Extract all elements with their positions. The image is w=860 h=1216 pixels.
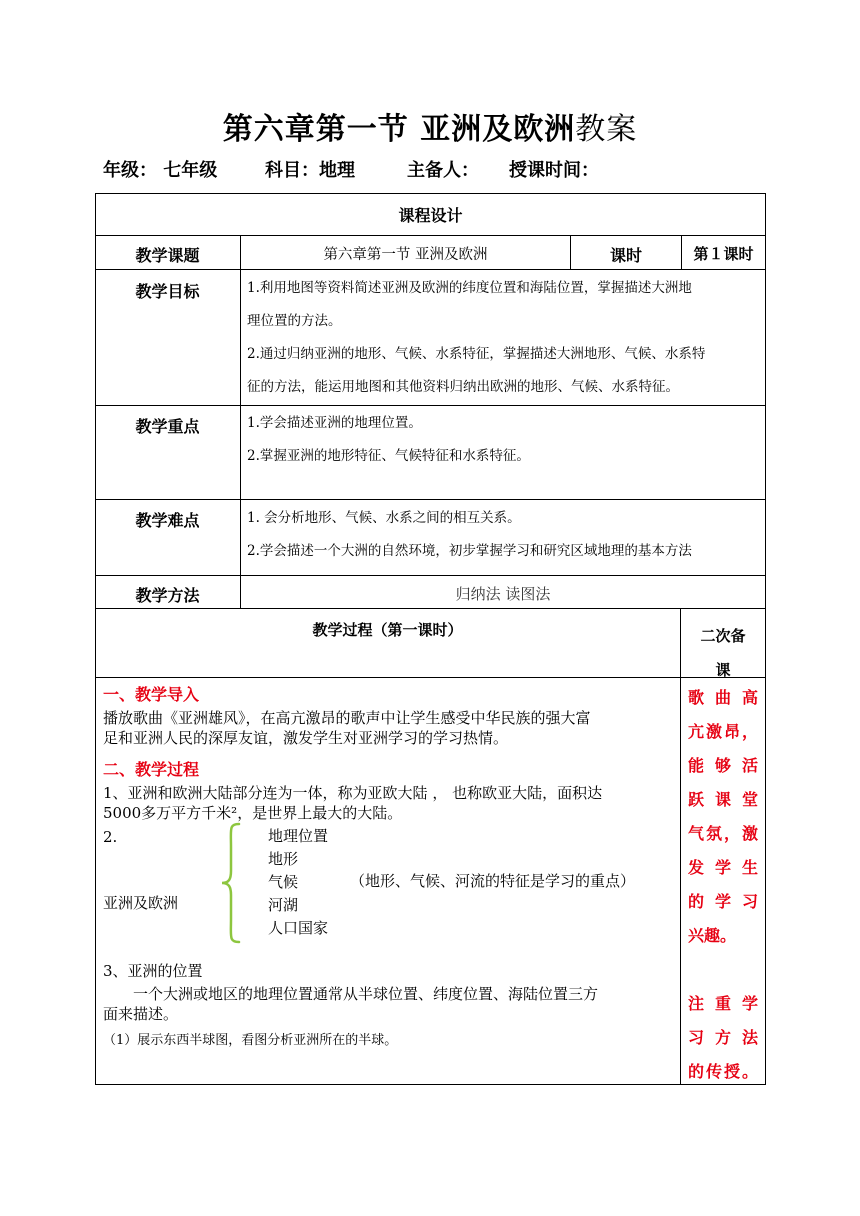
method-value: 归纳法 读图法 <box>455 585 551 603</box>
location-line: 面来描述。 <box>103 1005 179 1023</box>
difficulty-label: 教学难点 <box>135 511 200 530</box>
continent-paragraph <box>103 783 678 823</box>
subject-field: 科目：地理 <box>265 160 355 181</box>
outline-item: 气候 <box>268 873 299 891</box>
item-2-number: 2. <box>103 828 118 846</box>
title-bold: 第六章第一节 亚洲及欧洲 <box>222 112 576 147</box>
key-label: 教学重点 <box>135 417 200 436</box>
second-prep-header <box>681 619 765 687</box>
outline-group-label: 亚洲及欧洲 <box>103 894 179 912</box>
design-header: 课程设计 <box>398 206 463 225</box>
note-line: 能够活 <box>688 756 758 775</box>
topic-value: 第六章第一节 亚洲及欧洲 <box>323 247 488 263</box>
process-header: 教学过程（第一课时） <box>312 621 463 639</box>
section-heading-intro: 一、教学导入 <box>103 685 200 704</box>
intro-line: 播放歌曲《亚洲雄风》，在高亢激昂的歌声中让学生感受中华民族的强大富 <box>103 709 591 727</box>
difficulty-line: 1. 会分析地形、气候、水系之间的相互关系。 <box>247 510 521 526</box>
second-prep-header-line: 课 <box>715 661 731 679</box>
page-title <box>0 104 860 148</box>
continent-line: 5000多万平方千米²，是世界上最大的大陆。 <box>103 804 403 822</box>
outline-item: 地形 <box>268 850 299 868</box>
outline-list <box>268 825 328 940</box>
goal-content <box>247 272 762 404</box>
preparer-field: 主备人： <box>407 160 479 181</box>
grade-field: 年级： 七年级 <box>103 160 218 181</box>
goal-line: 1.利用地图等资料简述亚洲及欧洲的纬度位置和海陆位置，掌握描述大洲地 <box>247 280 692 296</box>
note-line: 亢激昂， <box>688 722 758 741</box>
outline-note: （地形、气候、河流的特征是学习的重点） <box>350 872 636 890</box>
intro-line: 足和亚洲人民的深厚友谊，激发学生对亚洲学习的学习热情。 <box>103 729 509 747</box>
topic-label: 教学课题 <box>135 246 200 265</box>
hours-label: 课时 <box>609 246 642 265</box>
location-paragraph <box>103 984 678 1024</box>
note-line: 跃课堂 <box>688 790 758 809</box>
note-line: 习方法 <box>688 1028 758 1047</box>
note-line: 歌曲高 <box>688 688 758 707</box>
note-line: 气氛，激 <box>688 824 758 843</box>
difficulty-content <box>247 502 762 568</box>
location-heading: 3、亚洲的位置 <box>103 962 203 980</box>
note-line: 兴趣。 <box>688 926 737 945</box>
outline-item: 人口国家 <box>268 919 329 937</box>
difficulty-line: 2.学会描述一个大洲的自然环境，初步掌握学习和研究区域地理的基本方法 <box>247 543 692 559</box>
title-light: 教案 <box>575 112 638 147</box>
note-line: 注重学 <box>688 994 758 1013</box>
hemisphere-step: （1）展示东西半球图，看图分析亚洲所在的半球。 <box>103 1033 398 1048</box>
key-content <box>247 407 762 473</box>
note-line: 发学生 <box>688 858 758 877</box>
method-label: 教学方法 <box>135 586 200 605</box>
note-line: 的学习 <box>688 892 758 911</box>
goal-line: 理位置的方法。 <box>247 313 342 329</box>
key-line: 1.学会描述亚洲的地理位置。 <box>247 415 422 431</box>
second-prep-notes <box>688 681 758 1089</box>
location-line: 一个大洲或地区的地理位置通常从半球位置、纬度位置、海陆位置三方 <box>133 985 599 1003</box>
section-heading-process: 二、教学过程 <box>103 760 200 779</box>
hours-value: 第１课时 <box>693 245 754 263</box>
goal-line: 征的方法，能运用地图和其他资料归纳出欧洲的地形、气候、水系特征。 <box>247 379 679 395</box>
outline-item: 地理位置 <box>268 827 329 845</box>
note-line: 的传授。 <box>688 1062 758 1081</box>
second-prep-header-line: 二次备 <box>700 627 746 645</box>
continent-line: 1、亚洲和欧洲大陆部分连为一体，称为亚欧大陆 ， 也称欧亚大陆，面积达 <box>103 784 603 802</box>
curly-brace-icon <box>219 821 245 945</box>
intro-paragraph <box>103 708 678 748</box>
time-field: 授课时间： <box>509 160 599 181</box>
goal-label: 教学目标 <box>135 282 200 301</box>
lesson-table <box>95 193 766 1085</box>
goal-line: 2.通过归纳亚洲的地形、气候、水系特征，掌握描述大洲地形、气候、水系特 <box>247 346 706 362</box>
outline-item: 河湖 <box>268 896 299 914</box>
key-line: 2.掌握亚洲的地形特征、气候特征和水系特征。 <box>247 448 530 464</box>
